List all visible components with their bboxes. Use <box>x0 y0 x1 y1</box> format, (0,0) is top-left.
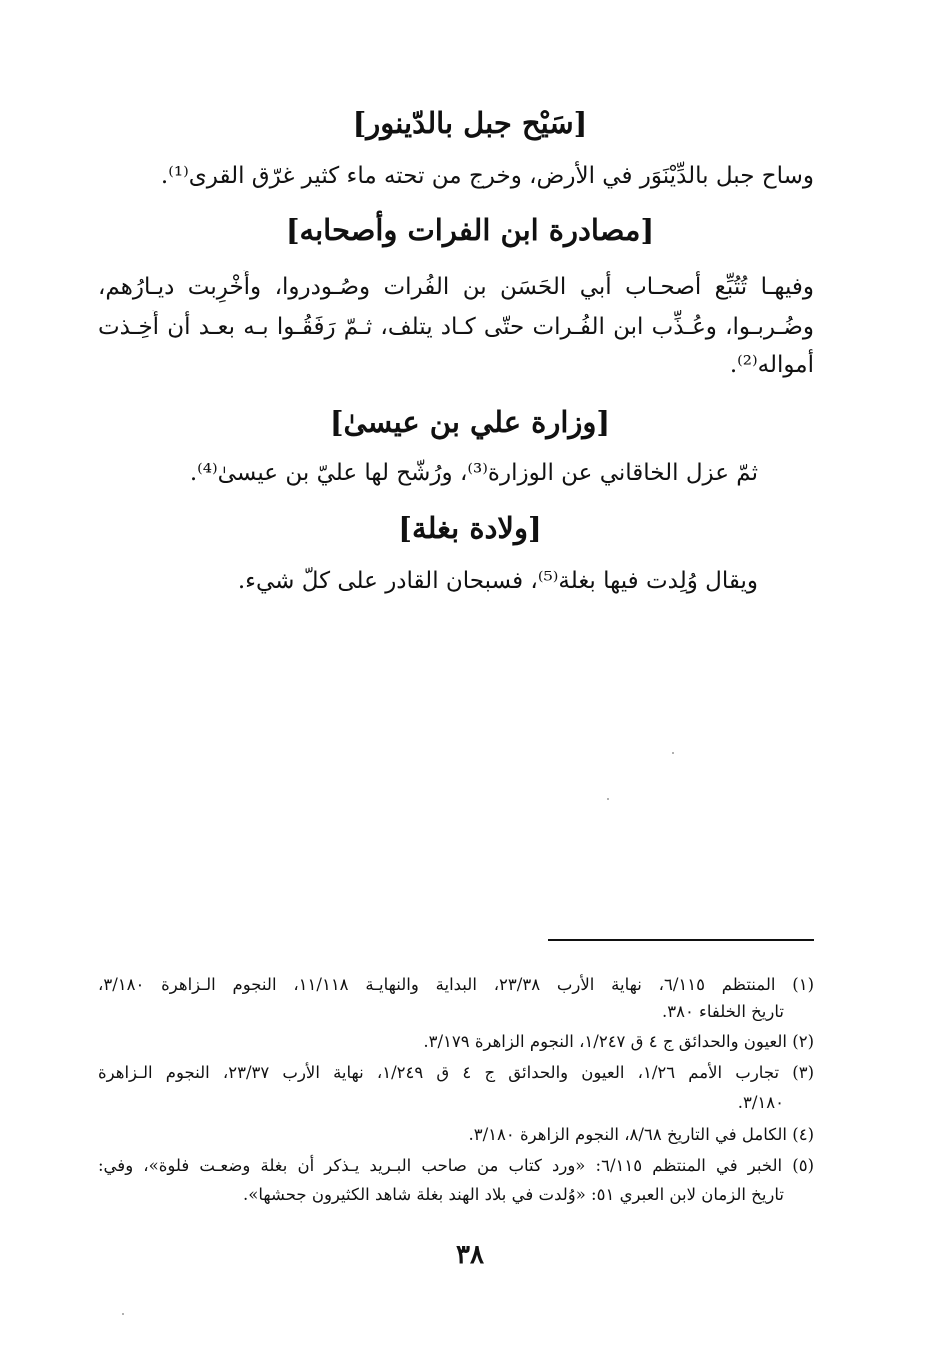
footnote-1-line-2: تاريخ الخلفاء ٣٨٠. <box>661 1002 784 1021</box>
footnote-3-line-1: (٣) تجارب الأمم ١/٢٦، العيون والحدائق ج ٤ ق ١/٢٤٩، نهاية الأرب ٢٣/٣٧، النجوم الـزاهرة <box>98 1063 814 1082</box>
scan-speck <box>607 798 609 800</box>
section-heading-vizierate: [وزارة علي بن عيسىٰ] <box>329 405 611 439</box>
paragraph-confiscation-line-3: أمواله⁽²⁾. <box>729 352 814 378</box>
footnote-5-line-1: (٥) الخبر في المنتظم ٦/١١٥: «ورد كتاب من صاحب البـريد يـذكر أن بغلة وضعـت فلوة»، وفي: <box>98 1156 814 1175</box>
footnote-separator <box>548 939 814 941</box>
section-heading-mule-birth: [ولادة بغلة] <box>398 511 542 545</box>
page-number: ٣٨ <box>456 1240 484 1270</box>
scan-speck <box>672 752 674 754</box>
footnote-1-line-1: (١) المنتظم ٦/١١٥، نهاية الأرب ٢٣/٣٨، البداية والنهايـة ١١/١١٨، النجوم الـزاهرة ٣/١٨٠، <box>98 975 814 994</box>
paragraph-vizierate: ثمّ عزل الخاقاني عن الوزارة⁽³⁾، ورُشّح لها عليّ بن عيسىٰ⁽⁴⁾. <box>189 460 758 486</box>
paragraph-mountain-sinking: وساح جبل بالدِّيْنَوَر في الأرض، وخرج من تحته ماء كثير غرّق القرى⁽¹⁾. <box>160 163 814 189</box>
scan-speck <box>122 1313 124 1315</box>
paragraph-confiscation-line-2: وضُـربـوا، وعُـذِّب ابن الفُـرات حتّى كـاد يتلف، ثـمّ رَفَقُـوا بـه بعـد أن أَخِـذت <box>98 314 814 340</box>
footnote-4: (٤) الكامل في التاريخ ٨/٦٨، النجوم الزاهرة ٣/١٨٠. <box>468 1125 814 1144</box>
section-heading-mountain-sinking: [سَيْح جبل بالدّينور] <box>352 106 588 140</box>
section-heading-confiscation: [مصادرة ابن الفرات وأصحابه] <box>285 213 655 247</box>
footnote-2: (٢) العيون والحدائق ج ٤ ق ١/٢٤٧، النجوم الزاهرة ٣/١٧٩. <box>423 1032 814 1051</box>
footnote-5-line-2: تاريخ الزمان لابن العبري ٥١: «وُلدت في بلاد الهند بغلة شاهد الكثيرون جحشها». <box>243 1185 784 1204</box>
footnote-3-line-2: ٣/١٨٠. <box>737 1093 784 1112</box>
paragraph-confiscation-line-1: وفيهـا تُتُبِّع أصحـاب أبي الحَسَن بن الفُرات وصُـودروا، وأُخْرِبت ديـارُهم، <box>98 274 814 300</box>
paragraph-mule-birth: ويقال وُلِدت فيها بغلة⁽⁵⁾، فسبحان القادر على كلّ شيء. <box>237 568 758 594</box>
